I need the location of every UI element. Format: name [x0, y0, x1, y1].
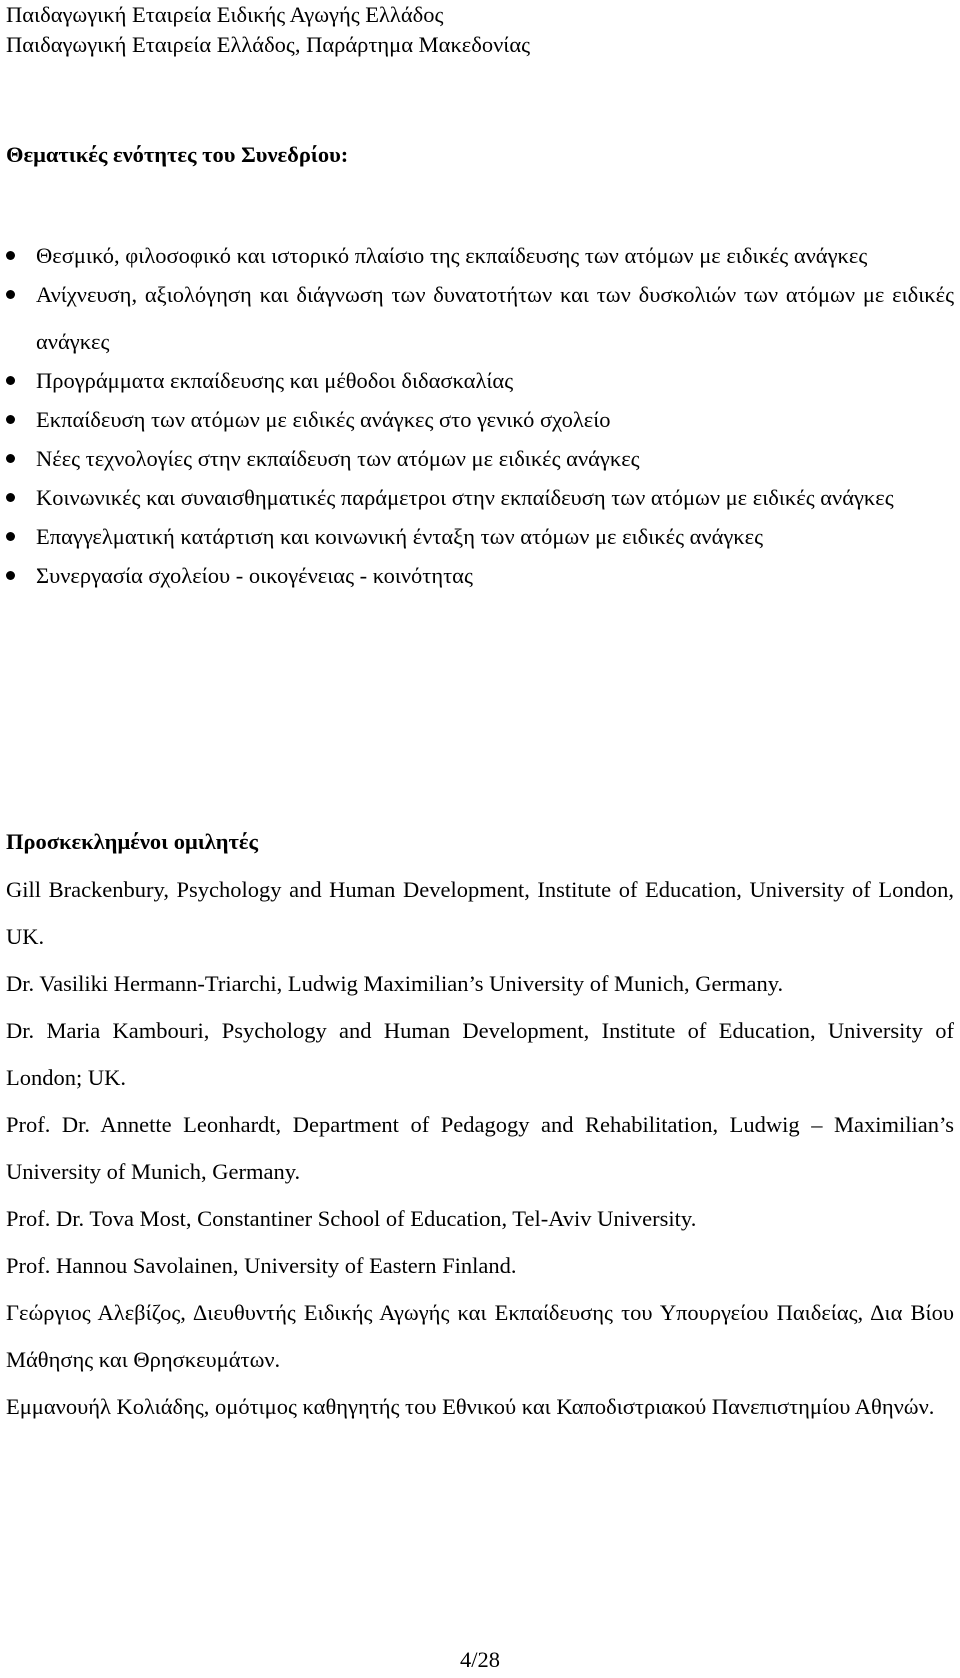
- bullet-icon: [6, 493, 15, 502]
- bullet-icon: [6, 376, 15, 385]
- topic-text: Συνεργασία σχολείου - οικογένειας - κοινότητας: [36, 563, 473, 588]
- bullet-icon: [6, 571, 15, 580]
- organizer-line: Παιδαγωγική Εταιρεία Ελλάδος, Παράρτημα Μακεδονίας: [6, 32, 531, 57]
- topic-item: [6, 271, 954, 365]
- bullet-icon: [6, 290, 15, 299]
- speaker-entry: Γεώργιος Αλεβίζος, Διευθυντής Ειδικής Αγωγής και Εκπαίδευσης του Υπουργείου Παιδείας, Δια Βίου Μάθησης και Θρησκευμάτων.: [6, 1300, 954, 1372]
- speaker-entry: Prof. Dr. Tova Most, Constantiner School of Education, Tel-Aviv University.: [6, 1206, 697, 1231]
- bullet-icon: [6, 454, 15, 463]
- topic-item: [6, 552, 954, 599]
- page-number: 4/28: [459, 1647, 500, 1672]
- speaker-entry: Gill Brackenbury, Psychology and Human Development, Institute of Education, University of London, UK.: [6, 877, 954, 949]
- speaker-entry: Prof. Hannou Savolainen, University of Eastern Finland.: [6, 1253, 517, 1278]
- topic-text: Εκπαίδευση των ατόμων με ειδικές ανάγκες στο γενικό σχολείο: [36, 407, 611, 432]
- speakers-heading: Προσκεκλημένοι ομιλητές: [6, 829, 259, 854]
- speaker-entry: Εμμανουήλ Κολιάδης, ομότιμος καθηγητής του Εθνικού και Καποδιστριακού Πανεπιστημίου Αθηνών.: [6, 1394, 935, 1419]
- topic-text: Κοινωνικές και συναισθηματικές παράμετροι στην εκπαίδευση των ατόμων με ειδικές ανάγκες: [36, 485, 894, 510]
- topics-list: [6, 240, 954, 599]
- topics-heading: Θεματικές ενότητες του Συνεδρίου:: [6, 142, 349, 167]
- topic-text: Επαγγελματική κατάρτιση και κοινωνική ένταξη των ατόμων με ειδικές ανάγκες: [36, 524, 763, 549]
- bullet-icon: [6, 532, 15, 541]
- organizers-block: [6, 0, 954, 60]
- topic-text: Προγράμματα εκπαίδευσης και μέθοδοι διδασκαλίας: [36, 368, 514, 393]
- topic-text: Νέες τεχνολογίες στην εκπαίδευση των ατόμων με ειδικές ανάγκες: [36, 446, 640, 471]
- organizer-line: Παιδαγωγική Εταιρεία Ειδικής Αγωγής Ελλάδος: [6, 2, 444, 27]
- speaker-entry: Prof. Dr. Annette Leonhardt, Department of Pedagogy and Rehabilitation, Ludwig – Maximilian’s University of Munich, Germany.: [6, 1112, 954, 1184]
- bullet-icon: [6, 251, 15, 260]
- topic-text: Ανίχνευση, αξιολόγηση και διάγνωση των δυνατοτήτων και των δυσκολιών των ατόμων με ειδικές ανάγκες: [36, 282, 954, 354]
- speaker-entry: Dr. Maria Kambouri, Psychology and Human Development, Institute of Education, University of London; UK.: [6, 1018, 954, 1090]
- speakers-list: [6, 866, 954, 1430]
- document-page: [6, 0, 954, 1672]
- topic-text: Θεσμικό, φιλοσοφικό και ιστορικό πλαίσιο της εκπαίδευσης των ατόμων με ειδικές ανάγκες: [36, 243, 868, 268]
- bullet-icon: [6, 415, 15, 424]
- speaker-entry: Dr. Vasiliki Hermann-Triarchi, Ludwig Maximilian’s University of Munich, Germany.: [6, 971, 784, 996]
